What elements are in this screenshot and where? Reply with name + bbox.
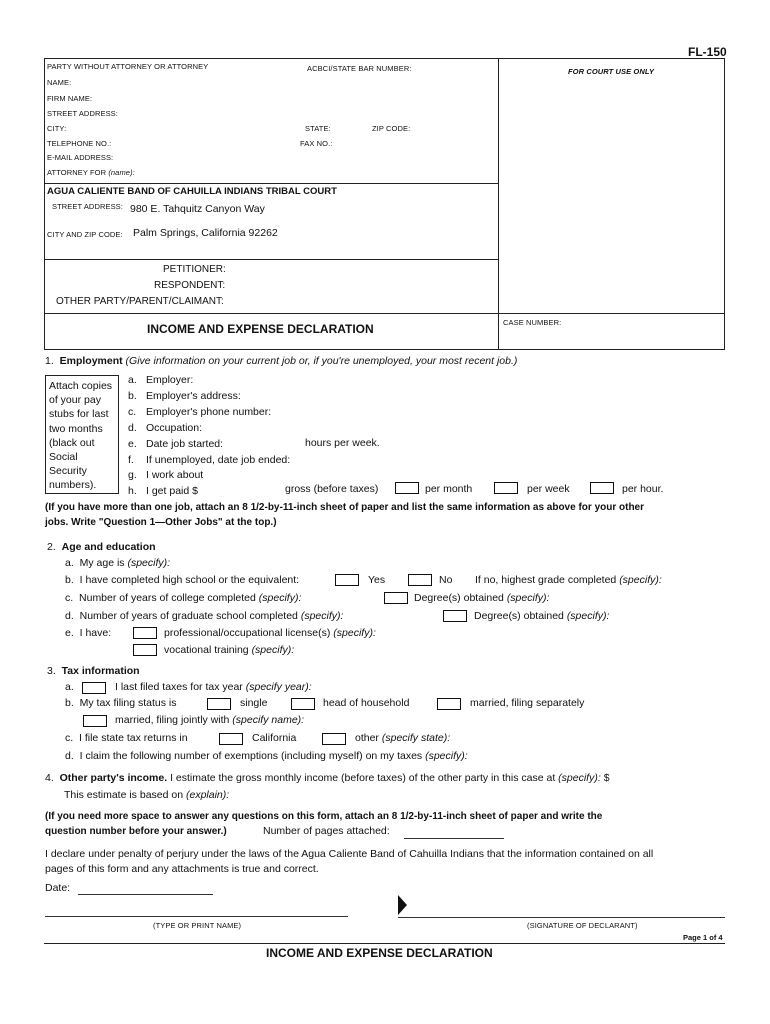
estimate-basis-row: This estimate is based on (explain): [64,789,230,801]
name-label: NAME: [47,78,72,87]
highest-grade-label: If no, highest grade completed (specify): [475,574,662,586]
respondent-label: RESPONDENT: [154,280,226,291]
per-week-label: per week [527,483,570,495]
signature-arrow-icon [398,895,407,915]
tax-year-letter: a. [65,681,74,693]
declaration-line-2: pages of this form and any attachments is true and correct. [45,863,319,875]
college-degree-checkbox[interactable] [384,592,408,604]
married-jointly-checkbox[interactable] [83,715,107,727]
i-have-row: e. I have: [65,627,112,639]
court-name: AGUA CALIENTE BAND OF CAHUILLA INDIANS TRIBAL COURT [47,186,337,197]
per-week-checkbox[interactable] [494,482,518,494]
print-name-caption: (TYPE OR PRINT NAME) [153,921,242,930]
case-number-label: CASE NUMBER: [503,318,562,327]
fax-label: FAX NO.: [300,139,333,148]
high-school-row: b. I have completed high school or the equivalent: [65,574,300,586]
tax-year-checkbox[interactable] [82,682,106,694]
no-label: No [439,574,453,586]
signature-caption: (SIGNATURE OF DECLARANT) [527,921,638,930]
date-label: Date: [45,882,71,894]
court-street-label: STREET ADDRESS: [52,202,123,211]
head-of-household-checkbox[interactable] [291,698,315,710]
party-label: PARTY WITHOUT ATTORNEY OR ATTORNEY [47,62,209,71]
page-title: INCOME AND EXPENSE DECLARATION [147,322,374,336]
per-month-label: per month [425,483,473,495]
exemptions-row: d. I claim the following number of exemptions (including myself) on my taxes (specify): [65,750,468,762]
gross-label: gross (before taxes) [285,483,379,495]
attorney-for-label: ATTORNEY FOR (name): [47,168,135,177]
age-row: a. My age is (specify): [65,557,171,569]
more-space-note-1: (If you need more space to answer any questions on this form, attach an 8 1/2-by-11-inch sheet of paper and write the [45,811,603,822]
vocational-checkbox[interactable] [133,644,157,656]
married-separately-label: married, filing separately [470,697,585,709]
firm-label: FIRM NAME: [47,94,93,103]
employment-letters: a. b. c. d. e. f. g. h. [128,374,137,498]
other-party-label: OTHER PARTY/PARENT/CLAIMANT: [56,296,224,307]
page-number: Page 1 of 4 [683,933,723,942]
per-hour-checkbox[interactable] [590,482,614,494]
rule-parties [44,259,498,260]
section-3-heading: 3. Tax information [47,665,140,677]
high-school-yes-checkbox[interactable] [335,574,359,586]
print-name-line[interactable] [45,916,348,917]
per-month-checkbox[interactable] [395,482,419,494]
court-street-value: 980 E. Tahquitz Canyon Way [130,203,265,215]
pages-attached-label: Number of pages attached: [263,825,390,837]
city-label: CITY: [47,124,67,133]
petitioner-label: PETITIONER: [163,264,226,275]
grad-degree-label: Degree(s) obtained (specify): [474,610,610,622]
grad-degree-checkbox[interactable] [443,610,467,622]
section-4-heading: 4. Other party's income. I estimate the gross monthly income (before taxes) of the other party in this case at (specify): $ [45,772,610,784]
license-label: professional/occupational license(s) (specify): [164,627,376,639]
header-divider [498,58,499,350]
other-state-checkbox[interactable] [322,733,346,745]
bar-number-label: ACBCI/STATE BAR NUMBER: [307,64,412,73]
state-label: STATE: [305,124,331,133]
zip-label: ZIP CODE: [372,124,411,133]
california-checkbox[interactable] [219,733,243,745]
rule-title [44,313,725,314]
college-degree-label: Degree(s) obtained (specify): [414,592,550,604]
tax-year-label: I last filed taxes for tax year (specify year): [115,681,312,693]
phone-label: TELEPHONE NO.: [47,139,112,148]
court-city-value: Palm Springs, California 92262 [133,227,278,239]
footer-rule [44,943,725,944]
college-row: c. Number of years of college completed (specify): [65,592,302,604]
single-checkbox[interactable] [207,698,231,710]
per-hour-label: per hour. [622,483,664,495]
high-school-no-checkbox[interactable] [408,574,432,586]
employment-items: Employer: Employer's address: Employer's phone number: Occupation: Date job started: If unemployed, date job ended: I work about I get paid $ [146,374,291,498]
pages-attached-line[interactable] [404,838,504,839]
california-label: California [252,732,297,744]
email-label: E-MAIL ADDRESS: [47,153,114,162]
section-1-heading: 1. Employment (Give information on your current job or, if you're unemployed, your most recent job.) [45,355,518,367]
license-checkbox[interactable] [133,627,157,639]
hours-per-week-label: hours per week. [305,437,380,449]
yes-label: Yes [368,574,386,586]
signature-line[interactable] [398,917,725,918]
form-id: FL-150 [688,45,727,59]
attach-note: Attach copies of your pay stubs for last two months (black out Social Security numbers). [49,380,113,492]
married-jointly-label: married, filing jointly with (specify name): [115,714,305,726]
date-line[interactable] [78,894,213,895]
rule-court [44,183,498,184]
section-2-heading: 2. Age and education [47,541,156,553]
filing-status-row: b. My tax filing status is [65,697,177,709]
declaration-line-1: I declare under penalty of perjury under the laws of the Agua Caliente Band of Cahuilla Indians that the information contained on all [45,848,654,860]
more-space-note-2: question number before your answer.) [45,826,227,837]
other-jobs-note: (If you have more than one job, attach an 8 1/2-by-11-inch sheet of paper and list the same information as above for your other jobs. Write "Question 1—Other Jobs" at the top.) [45,502,645,528]
court-use-label: FOR COURT USE ONLY [568,67,655,76]
court-city-label: CITY AND ZIP CODE: [47,230,123,239]
single-label: single [240,697,268,709]
married-separately-checkbox[interactable] [437,698,461,710]
other-state-label: other (specify state): [355,732,451,744]
grad-school-row: d. Number of years of graduate school completed (specify): [65,610,344,622]
state-returns-row: c. I file state tax returns in [65,732,188,744]
head-of-household-label: head of household [323,697,410,709]
vocational-label: vocational training (specify): [164,644,295,656]
street-label: STREET ADDRESS: [47,109,118,118]
footer-title: INCOME AND EXPENSE DECLARATION [266,946,493,960]
